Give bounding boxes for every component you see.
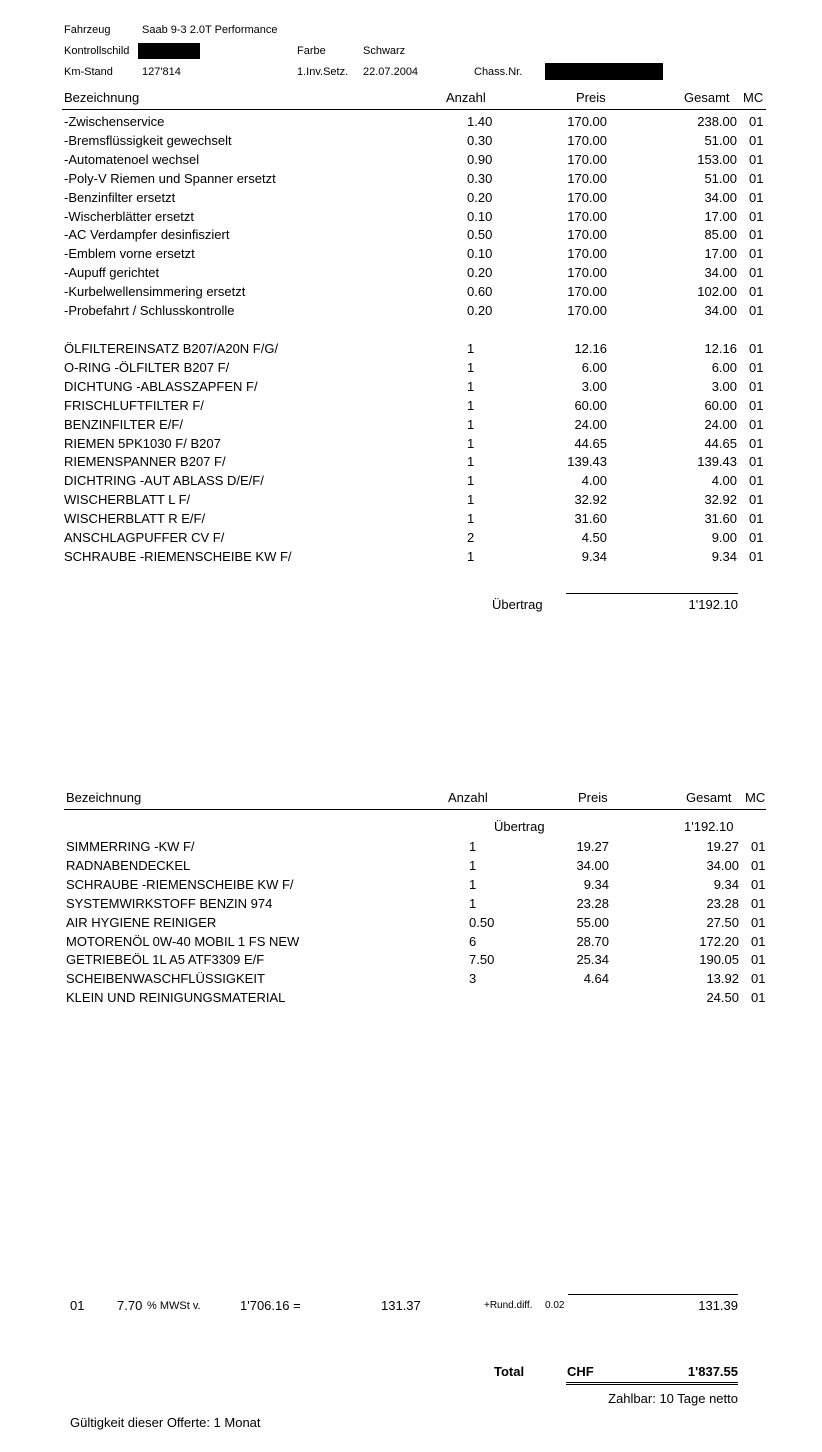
item-price: 170.00	[567, 114, 607, 129]
item-description: -Automatenoel wechsel	[64, 151, 200, 167]
table-row	[0, 934, 822, 953]
item-total: 32.92	[704, 492, 737, 508]
item-description: SCHRAUBE -RIEMENSCHEIBE KW F/	[64, 548, 292, 564]
invsetz-value: 22.07.2004	[363, 66, 419, 78]
total-label: Total	[494, 1364, 525, 1379]
item-price: 139.43	[567, 454, 607, 470]
item-description: KLEIN UND REINIGUNGSMATERIAL	[66, 990, 286, 1006]
item-quantity: 1	[467, 397, 475, 413]
table-row	[0, 265, 822, 284]
item-mc: 01	[749, 246, 764, 262]
item-description: RIEMENSPANNER B207 F/	[64, 454, 226, 470]
item-quantity: 1	[467, 511, 475, 527]
item-total: 190.05	[699, 952, 739, 968]
item-total: 60.00	[704, 397, 737, 413]
item-description: AIR HYGIENE REINIGER	[66, 914, 217, 930]
uebertrag-carry-value: 1'192.10	[684, 819, 734, 834]
item-description: -Aupuff gerichtet	[64, 265, 160, 281]
item-price: 34.00	[576, 857, 609, 873]
vat-rate: 7.70	[117, 1298, 143, 1313]
item-price: 170.00	[567, 303, 607, 318]
item-mc: 01	[749, 378, 764, 394]
table-row	[0, 227, 822, 246]
item-description: ANSCHLAGPUFFER CV F/	[64, 530, 225, 545]
item-quantity: 0.30	[467, 170, 493, 186]
table-row	[0, 511, 822, 530]
item-price: 4.50	[581, 530, 607, 545]
item-quantity: 1	[467, 548, 475, 564]
kontrollschild-redaction	[138, 43, 200, 59]
item-quantity: 2	[467, 530, 475, 545]
item-quantity: 1	[469, 876, 477, 892]
item-price: 12.16	[574, 341, 607, 356]
kmstand-value: 127'814	[142, 66, 181, 78]
fahrzeug-value: Saab 9-3 2.0T Performance	[142, 24, 278, 36]
item-total: 9.34	[713, 876, 739, 892]
item-mc: 01	[749, 208, 764, 224]
item-price: 32.92	[574, 492, 607, 508]
table-row	[0, 152, 822, 171]
item-price: 170.00	[567, 132, 607, 148]
item-total: 24.00	[704, 416, 737, 432]
item-price: 19.27	[576, 839, 609, 854]
item-quantity: 0.50	[467, 227, 493, 243]
item-price: 170.00	[567, 189, 607, 205]
table-row	[0, 417, 822, 436]
farbe-value: Schwarz	[363, 45, 406, 57]
uebertrag-carry-label: Übertrag	[494, 819, 545, 834]
table-row	[0, 303, 822, 322]
item-total: 34.00	[706, 857, 739, 873]
item-quantity: 0.50	[469, 914, 495, 930]
item-mc: 01	[751, 895, 766, 911]
subtotal-rule	[566, 593, 738, 594]
item-price: 55.00	[576, 914, 609, 930]
item-description: -AC Verdampfer desinfisziert	[64, 227, 230, 243]
fahrzeug-label: Fahrzeug	[64, 24, 111, 36]
item-mc: 01	[749, 397, 764, 413]
item-mc: 01	[749, 416, 764, 432]
item-quantity: 3	[469, 971, 477, 987]
col-mc: MC	[743, 90, 764, 105]
table-row	[0, 530, 822, 549]
item-quantity: 1.40	[467, 114, 493, 129]
item-description: DICHTRING -AUT ABLASS D/E/F/	[64, 473, 264, 489]
item-total: 51.00	[704, 132, 737, 148]
item-description: MOTORENÖL 0W-40 MOBIL 1 FS NEW	[66, 933, 300, 949]
item-description: O-RING -ÖLFILTER B207 F/	[64, 359, 230, 375]
item-description: SIMMERRING -KW F/	[66, 839, 195, 854]
table-row	[0, 379, 822, 398]
item-total: 102.00	[697, 284, 737, 300]
item-total: 3.00	[711, 378, 737, 394]
farbe-label: Farbe	[297, 45, 326, 57]
item-mc: 01	[749, 227, 764, 243]
item-description: FRISCHLUFTFILTER F/	[64, 397, 204, 413]
item-quantity: 1	[469, 895, 477, 911]
table-row	[0, 877, 822, 896]
item-mc: 01	[749, 189, 764, 205]
item-quantity: 0.30	[467, 132, 493, 148]
item-description: SYSTEMWIRKSTOFF BENZIN 974	[66, 895, 273, 911]
uebertrag-value: 1'192.10	[688, 597, 738, 612]
table-row	[0, 284, 822, 303]
item-price: 170.00	[567, 246, 607, 262]
item-price: 170.00	[567, 265, 607, 281]
item-description: -Poly-V Riemen und Spanner ersetzt	[64, 170, 276, 186]
vat-amount: 131.37	[381, 1298, 421, 1313]
item-total: 6.00	[711, 359, 737, 375]
item-mc: 01	[749, 473, 764, 489]
item-description: -Emblem vorne ersetzt	[64, 246, 195, 262]
total-rule-1	[566, 1382, 738, 1383]
item-quantity: 1	[467, 435, 475, 451]
table-row	[0, 990, 822, 1009]
item-total: 172.20	[699, 933, 739, 949]
item-description: -Zwischenservice	[64, 114, 165, 129]
item-quantity: 0.20	[467, 303, 493, 318]
item-mc: 01	[751, 933, 766, 949]
item-quantity: 1	[467, 492, 475, 508]
table-row	[0, 171, 822, 190]
item-mc: 01	[749, 492, 764, 508]
table-row	[0, 915, 822, 934]
table-row	[0, 190, 822, 209]
item-quantity: 1	[469, 857, 477, 873]
item-description: RADNABENDECKEL	[66, 857, 191, 873]
item-total: 51.00	[704, 170, 737, 186]
item-price: 170.00	[567, 284, 607, 300]
item-total: 9.00	[711, 530, 737, 545]
header-divider	[64, 809, 766, 810]
item-quantity: 0.90	[467, 151, 493, 167]
item-price: 170.00	[567, 208, 607, 224]
table-row	[0, 133, 822, 152]
item-price: 170.00	[567, 151, 607, 167]
item-description: WISCHERBLATT L F/	[64, 492, 191, 508]
item-description: WISCHERBLATT R E/F/	[64, 511, 206, 527]
item-total: 34.00	[704, 303, 737, 318]
item-quantity: 6	[469, 933, 477, 949]
item-mc: 01	[751, 839, 766, 854]
item-quantity: 0.10	[467, 246, 493, 262]
item-total: 4.00	[711, 473, 737, 489]
item-quantity: 1	[467, 378, 475, 394]
item-mc: 01	[749, 114, 764, 129]
item-price: 25.34	[576, 952, 609, 968]
item-mc: 01	[749, 530, 764, 545]
item-description: -Wischerblätter ersetzt	[64, 208, 195, 224]
item-mc: 01	[749, 548, 764, 564]
item-total: 19.27	[706, 839, 739, 854]
item-quantity: 0.20	[467, 265, 493, 281]
item-total: 9.34	[711, 548, 737, 564]
item-quantity: 7.50	[469, 952, 495, 968]
item-total: 238.00	[697, 114, 737, 129]
item-total: 31.60	[704, 511, 737, 527]
table-row	[0, 473, 822, 492]
item-description: GETRIEBEÖL 1L A5 ATF3309 E/F	[66, 952, 265, 968]
col-anzahl: Anzahl	[446, 90, 486, 105]
item-mc: 01	[749, 511, 764, 527]
uebertrag-label: Übertrag	[492, 597, 543, 612]
item-price: 4.64	[583, 971, 609, 987]
item-description: SCHEIBENWASCHFLÜSSIGKEIT	[66, 971, 265, 987]
item-price: 60.00	[574, 397, 607, 413]
col-gesamt: Gesamt	[684, 90, 730, 105]
item-description: RIEMEN 5PK1030 F/ B207	[64, 435, 221, 451]
rounding-label: +Rund.diff.	[484, 1300, 533, 1311]
item-price: 9.34	[583, 876, 609, 892]
table-row	[0, 454, 822, 473]
table-row	[0, 952, 822, 971]
vat-base: 1'706.16 =	[240, 1298, 301, 1313]
item-price: 6.00	[581, 359, 607, 375]
table-row	[0, 436, 822, 455]
item-description: -Bremsflüssigkeit gewechselt	[64, 132, 232, 148]
item-total: 34.00	[704, 265, 737, 281]
item-description: -Probefahrt / Schlusskontrolle	[64, 303, 235, 318]
item-price: 44.65	[574, 435, 607, 451]
table-row	[0, 360, 822, 379]
item-mc: 01	[749, 265, 764, 281]
table-row	[0, 839, 822, 858]
table-row	[0, 341, 822, 360]
col-mc: MC	[745, 790, 766, 805]
item-mc: 01	[751, 876, 766, 892]
kontrollschild-label: Kontrollschild	[64, 45, 130, 57]
chass-redaction	[545, 63, 663, 80]
item-description: BENZINFILTER E/F/	[64, 416, 183, 432]
item-price: 170.00	[567, 227, 607, 243]
item-mc: 01	[749, 454, 764, 470]
item-mc: 01	[751, 971, 766, 987]
col-bezeichnung: Bezeichnung	[66, 790, 142, 805]
table-row	[0, 492, 822, 511]
table-row	[0, 209, 822, 228]
item-price: 4.00	[581, 473, 607, 489]
vat-rule	[568, 1294, 738, 1295]
item-quantity: 0.10	[467, 208, 493, 224]
item-total: 85.00	[704, 227, 737, 243]
total-currency: CHF	[567, 1364, 594, 1379]
item-mc: 01	[751, 914, 766, 930]
item-price: 28.70	[576, 933, 609, 949]
item-description: -Benzinfilter ersetzt	[64, 189, 176, 205]
item-quantity: 1	[467, 341, 475, 356]
vat-rate-suffix: % MWSt v.	[147, 1300, 201, 1312]
item-mc: 01	[751, 952, 766, 968]
col-gesamt: Gesamt	[686, 790, 732, 805]
col-preis: Preis	[578, 790, 608, 805]
item-total: 27.50	[706, 914, 739, 930]
item-total: 17.00	[704, 246, 737, 262]
vat-total: 131.39	[698, 1298, 738, 1313]
header-divider	[62, 109, 766, 110]
item-total: 44.65	[704, 435, 737, 451]
rounding-value: 0.02	[545, 1300, 565, 1311]
item-price: 9.34	[581, 548, 607, 564]
table-row	[0, 398, 822, 417]
invsetz-label: 1.Inv.Setz.	[297, 66, 349, 78]
item-quantity: 1	[467, 359, 475, 375]
table-row	[0, 971, 822, 990]
item-price: 23.28	[576, 895, 609, 911]
item-mc: 01	[749, 151, 764, 167]
chass-label: Chass.Nr.	[474, 66, 523, 78]
table-row	[0, 114, 822, 133]
item-mc: 01	[749, 284, 764, 300]
kmstand-label: Km-Stand	[64, 66, 113, 78]
item-description: DICHTUNG -ABLASSZAPFEN F/	[64, 378, 258, 394]
item-mc: 01	[751, 990, 766, 1006]
item-total: 12.16	[704, 341, 737, 356]
total-value: 1'837.55	[687, 1364, 738, 1379]
item-total: 13.92	[706, 971, 739, 987]
item-total: 153.00	[697, 151, 737, 167]
item-price: 24.00	[574, 416, 607, 432]
item-price: 31.60	[574, 511, 607, 527]
item-quantity: 1	[469, 839, 477, 854]
item-quantity: 1	[467, 416, 475, 432]
item-mc: 01	[749, 435, 764, 451]
offer-validity: Gültigkeit dieser Offerte: 1 Monat	[70, 1415, 261, 1430]
item-mc: 01	[749, 303, 764, 318]
total-rule-2	[566, 1384, 738, 1385]
table-row	[0, 549, 822, 568]
item-mc: 01	[749, 132, 764, 148]
item-price: 3.00	[581, 378, 607, 394]
item-price: 170.00	[567, 170, 607, 186]
col-bezeichnung: Bezeichnung	[64, 90, 140, 105]
payment-terms: Zahlbar: 10 Tage netto	[608, 1391, 738, 1406]
item-description: -Kurbelwellensimmering ersetzt	[64, 284, 246, 300]
item-total: 23.28	[706, 895, 739, 911]
item-quantity: 0.20	[467, 189, 493, 205]
item-mc: 01	[749, 341, 764, 356]
item-description: ÖLFILTEREINSATZ B207/A20N F/G/	[64, 341, 279, 356]
table-row	[0, 858, 822, 877]
item-quantity: 1	[467, 454, 475, 470]
item-quantity: 0.60	[467, 284, 493, 300]
table-row	[0, 896, 822, 915]
col-preis: Preis	[576, 90, 606, 105]
item-mc: 01	[749, 359, 764, 375]
item-total: 24.50	[706, 990, 739, 1006]
col-anzahl: Anzahl	[448, 790, 488, 805]
item-total: 139.43	[697, 454, 737, 470]
item-mc: 01	[751, 857, 766, 873]
vat-code: 01	[70, 1298, 85, 1313]
item-total: 34.00	[704, 189, 737, 205]
item-total: 17.00	[704, 208, 737, 224]
table-row	[0, 246, 822, 265]
item-mc: 01	[749, 170, 764, 186]
item-description: SCHRAUBE -RIEMENSCHEIBE KW F/	[66, 876, 294, 892]
item-quantity: 1	[467, 473, 475, 489]
